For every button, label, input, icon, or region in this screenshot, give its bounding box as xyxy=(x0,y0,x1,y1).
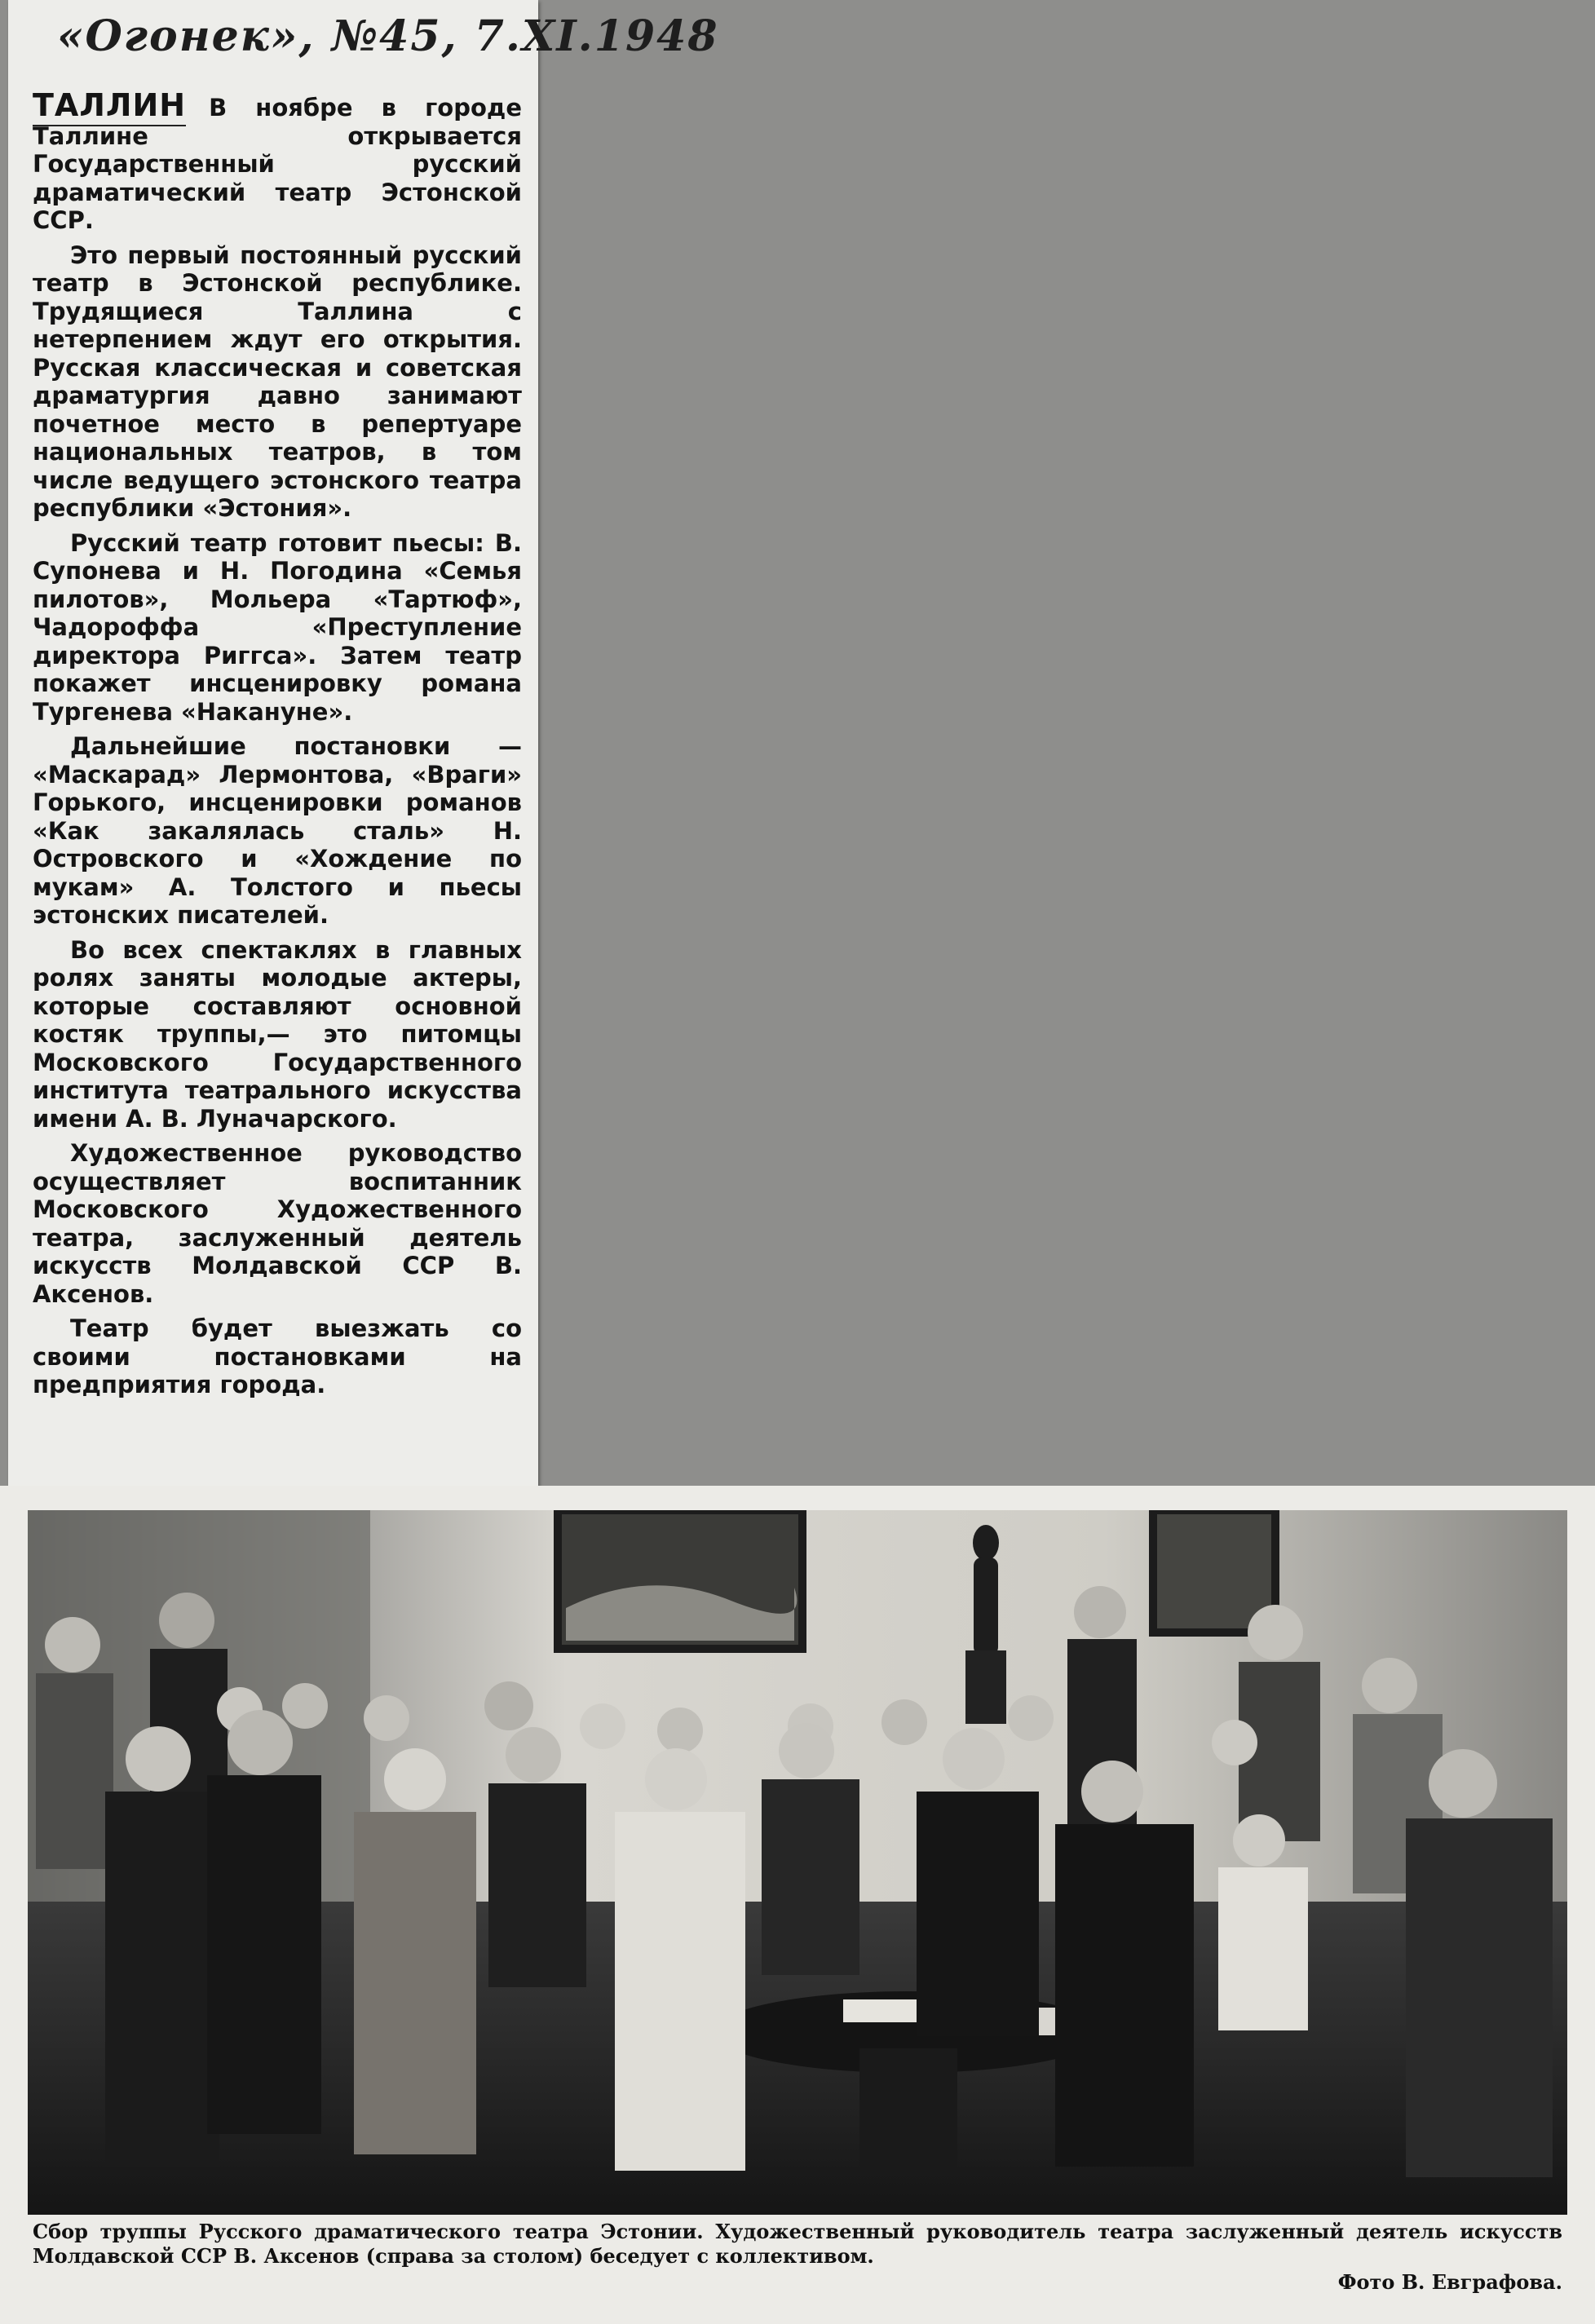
photo-illustration xyxy=(28,1510,1567,2215)
article-paragraph-2: Это первый постоянный русский театр в Эстонской республике. Трудящиеся Таллина с нетерпением ждут его открытия. Русская классическая и советская драматургия давно занимают почетное место в репертуаре национальных театров, в том числе ведущего эстонского театра республики «Эстония». xyxy=(33,241,522,522)
photo-credit: Фото В. Евграфова. xyxy=(1337,2270,1562,2294)
article-paragraph-5: Во всех спектаклях в главных ролях заняты молодые актеры, которые составляют основной костяк труппы,— это питомцы Московского Государственного института театрального искусства имени А. В. Луначарского. xyxy=(33,935,522,1133)
article-paragraph-4: Дальнейшие постановки — «Маскарад» Лермонтова, «Враги» Горького, инсценировки романов «Как закалялась сталь» Н. Островского и «Хождение по мукам» А. Толстого и пьесы эстонских писателей. xyxy=(33,732,522,929)
article-paragraph-3: Русский театр готовит пьесы: В. Супонева и Н. Погодина «Семья пилотов», Мольера «Тартюф», Чадороффа «Преступление директора Риггса». Затем театр покажет инсценировку романа Тургенева «Накануне». xyxy=(33,528,522,726)
photo-caption: Сбор труппы Русского драматического театра Эстонии. Художественный руководитель театра заслуженный деятель искусств Молдавской ССР В. Аксенов (справа за столом) беседует с коллективом. xyxy=(33,2220,1562,2268)
photo-clipping xyxy=(0,1486,1595,2324)
article-clipping xyxy=(8,0,719,1492)
article-headline: ТАЛЛИН xyxy=(33,87,186,126)
handwritten-source-note: «Огонек», №45, 7.XI.1948 xyxy=(57,11,719,61)
article-body xyxy=(33,87,522,1406)
article-paragraph-1-text: В ноябре в городе Таллине открывается Государственный русский драматический театр Эстонской ССР. xyxy=(33,94,522,234)
article-paragraph-6: Художественное руководство осуществляет воспитанник Московского Художественного театра, заслуженный деятель искусств Молдавской ССР В. Аксенов. xyxy=(33,1139,522,1308)
article-paragraph-1 xyxy=(33,87,522,235)
group-photograph xyxy=(28,1510,1567,2215)
article-paragraph-7: Театр будет выезжать со своими постановками на предприятия города. xyxy=(33,1314,522,1398)
